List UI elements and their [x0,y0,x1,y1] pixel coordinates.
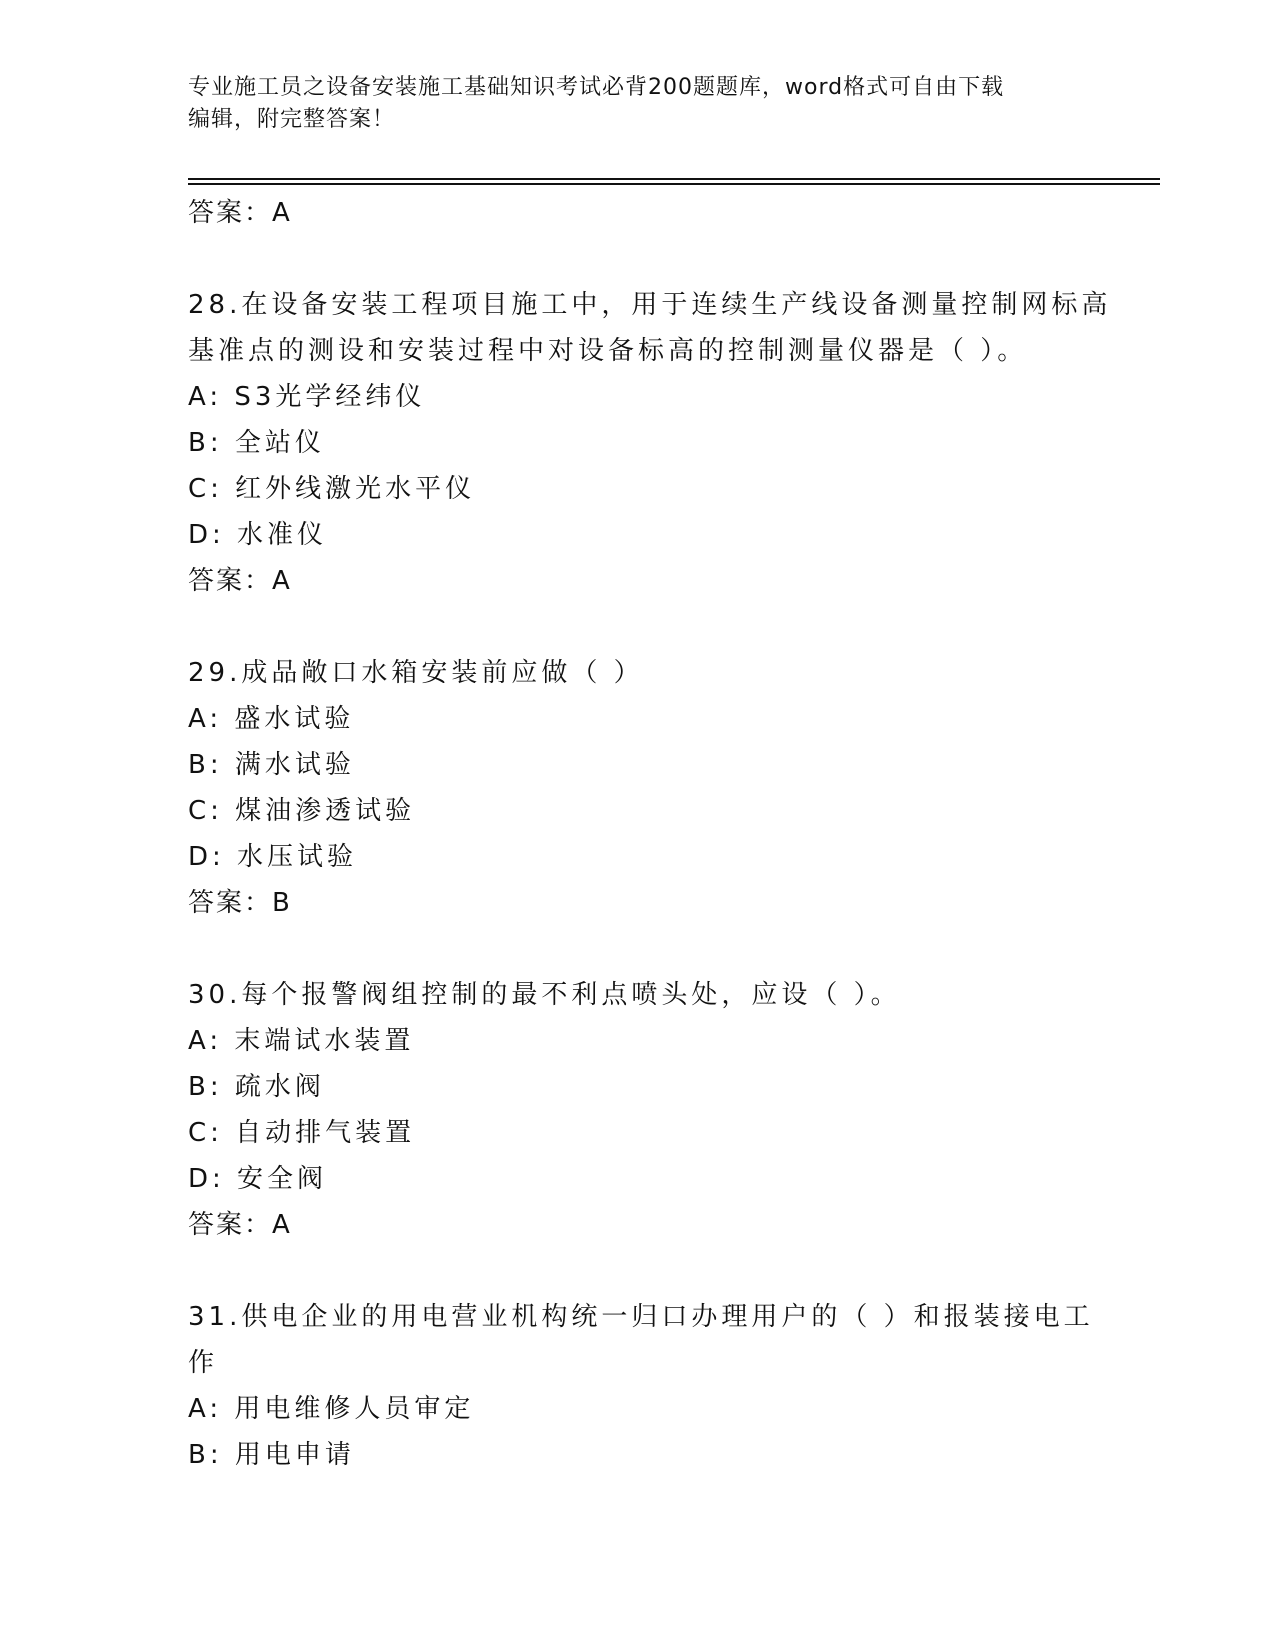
option-c: C: 红外线激光水平仪 [188,474,476,504]
question-stem: 作 [188,1348,219,1378]
option-b: B: 满水试验 [188,750,355,780]
option-a: A: S3光学经纬仪 [188,382,426,412]
option-a: A: 盛水试验 [188,704,355,734]
header-divider-top [188,178,1160,180]
question-28 [188,282,1112,604]
question-stem: 28.在设备安装工程项目施工中，用于连续生产线设备测量控制网标高 [188,290,1112,320]
answer: 答案：A [188,566,292,596]
option-d: D: 水压试验 [188,842,358,872]
question-stem: 基准点的测设和安装过程中对设备标高的控制测量仪器是（ ）。 [188,336,1028,366]
question-stem: 29.成品敞口水箱安装前应做（ ） [188,658,644,688]
option-b: B: 疏水阀 [188,1072,325,1102]
option-b: B: 用电申请 [188,1440,355,1470]
header-divider-bottom [188,183,1160,185]
option-a: A: 末端试水装置 [188,1026,415,1056]
header-line-1: 专业施工员之设备安装施工基础知识考试必背200题题库，word格式可自由下载 [188,75,1005,100]
option-b: B: 全站仪 [188,428,325,458]
answer: 答案：B [188,888,292,918]
question-list [188,190,1112,1478]
question-stem: 30.每个报警阀组控制的最不利点喷头处，应设（ ）。 [188,980,901,1010]
question-stem: 31.供电企业的用电营业机构统一归口办理用户的（ ）和报装接电工 [188,1302,1094,1332]
option-c: C: 煤油渗透试验 [188,796,416,826]
question-29 [188,650,1088,926]
option-a: A: 用电维修人员审定 [188,1394,475,1424]
option-c: C: 自动排气装置 [188,1118,416,1148]
question-30 [188,972,1088,1248]
option-d: D: 水准仪 [188,520,328,550]
header-line-2: 编辑，附完整答案！ [188,107,396,132]
question-31 [188,1294,1094,1478]
answer: 答案：A [188,1210,292,1240]
option-d: D: 安全阀 [188,1164,328,1194]
document-header [188,72,1088,136]
previous-answer: 答案：A [188,198,292,228]
